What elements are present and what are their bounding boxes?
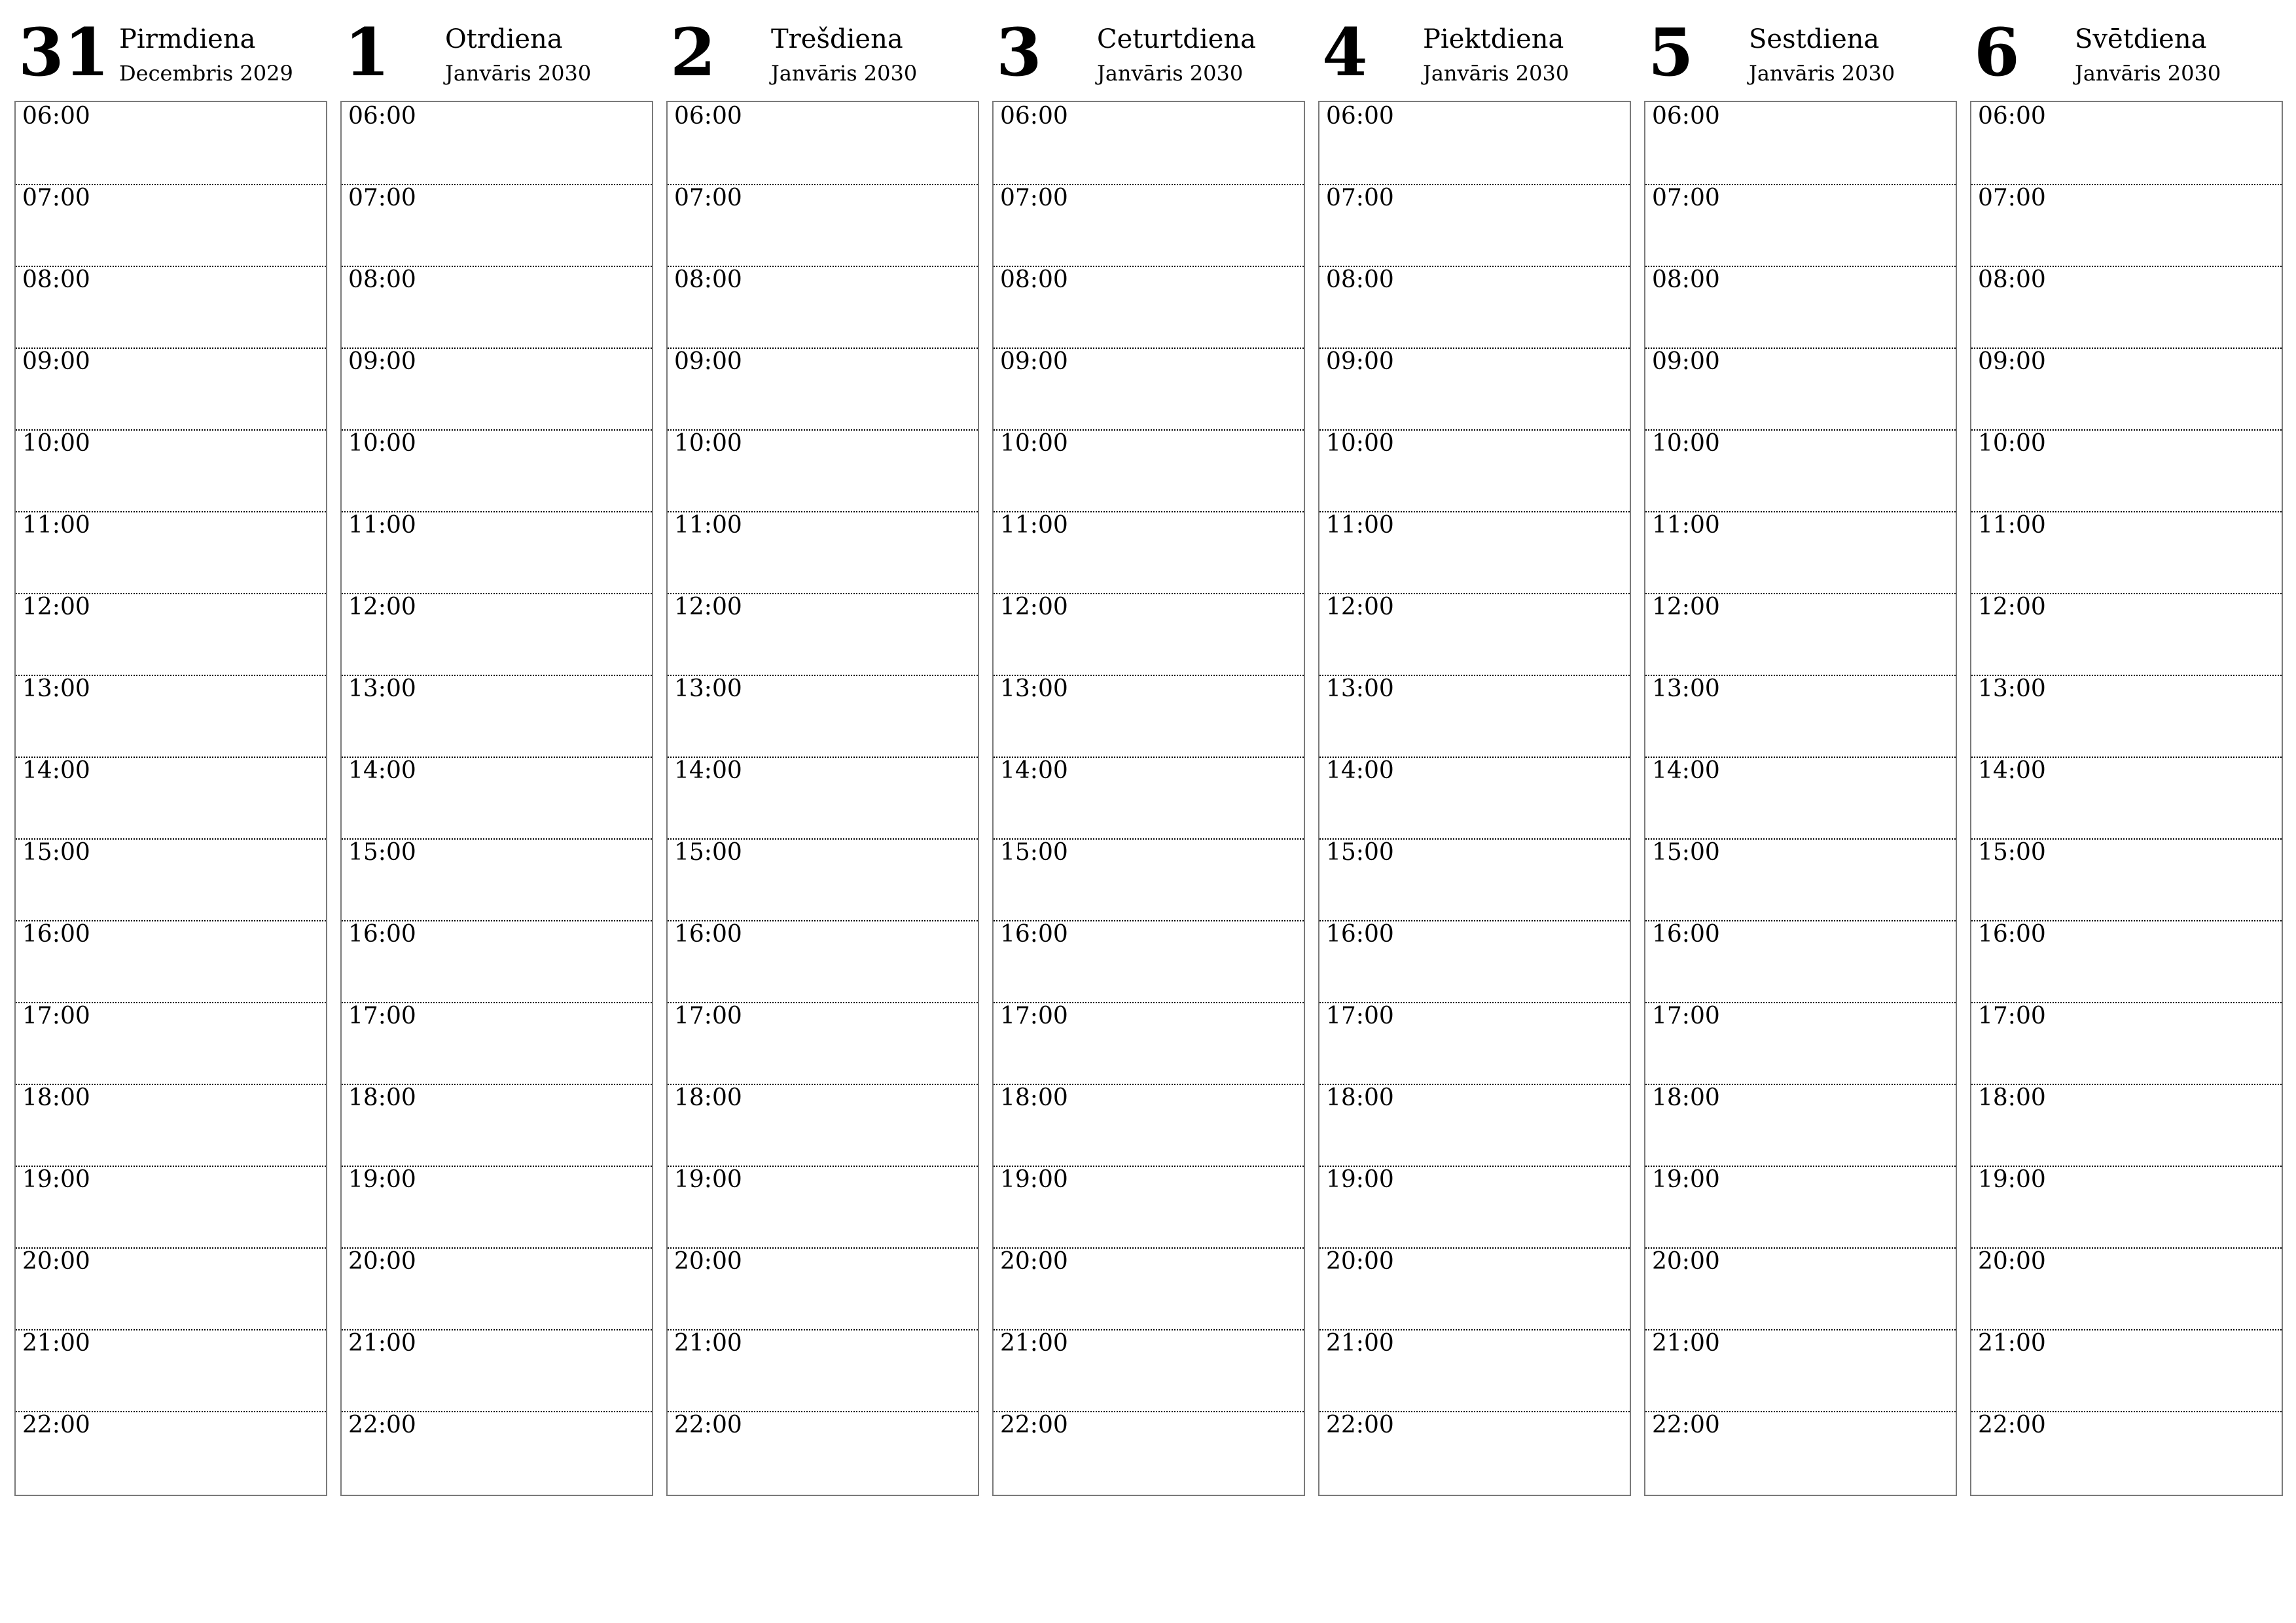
hour-slot[interactable] — [1971, 348, 2282, 431]
hour-label: 12:00 — [1000, 594, 1068, 620]
hour-slot[interactable] — [342, 1411, 652, 1493]
hour-slot[interactable] — [994, 102, 1304, 185]
hour-label: 11:00 — [1978, 512, 2046, 539]
hour-label: 10:00 — [674, 430, 742, 457]
hour-label: 21:00 — [1326, 1330, 1394, 1357]
hour-label: 16:00 — [1000, 921, 1068, 948]
hour-slot[interactable] — [342, 1002, 652, 1085]
hour-label: 15:00 — [1326, 839, 1394, 866]
hour-slot[interactable] — [1319, 184, 1630, 267]
hour-slot[interactable] — [1645, 266, 1956, 349]
hour-slot[interactable] — [994, 593, 1304, 676]
hour-label: 18:00 — [348, 1084, 416, 1111]
hour-slot[interactable] — [1319, 266, 1630, 349]
day-header — [340, 14, 653, 101]
hour-slot[interactable] — [1645, 1166, 1956, 1249]
hour-label: 13:00 — [22, 675, 90, 702]
hour-label: 08:00 — [22, 266, 90, 293]
hour-slot[interactable] — [1319, 429, 1630, 512]
day-number: 2 — [670, 14, 716, 91]
hour-label: 21:00 — [348, 1330, 416, 1357]
hour-label: 18:00 — [1000, 1084, 1068, 1111]
day-column — [1318, 14, 1631, 1499]
hour-label: 17:00 — [1000, 1003, 1068, 1029]
hour-slot[interactable] — [16, 757, 326, 840]
hour-slot[interactable] — [994, 266, 1304, 349]
hour-label: 13:00 — [1978, 675, 2046, 702]
hour-slot[interactable] — [1971, 1329, 2282, 1412]
hour-label: 10:00 — [22, 430, 90, 457]
hour-slot[interactable] — [1319, 1084, 1630, 1167]
hour-label: 10:00 — [1326, 430, 1394, 457]
hour-label: 19:00 — [348, 1166, 416, 1193]
hour-slot[interactable] — [16, 1329, 326, 1412]
hour-label: 14:00 — [1326, 757, 1394, 784]
hour-label: 19:00 — [1000, 1166, 1068, 1193]
hour-label: 07:00 — [22, 185, 90, 211]
hour-slot[interactable] — [994, 675, 1304, 758]
hour-label: 11:00 — [1652, 512, 1720, 539]
hour-slot[interactable] — [1319, 1247, 1630, 1330]
hour-slot[interactable] — [1645, 1329, 1956, 1412]
hour-slot[interactable] — [668, 348, 978, 431]
day-header — [992, 14, 1305, 101]
hour-slot[interactable] — [1645, 1002, 1956, 1085]
hour-slot[interactable] — [342, 511, 652, 594]
hour-label: 15:00 — [674, 839, 742, 866]
day-header — [1318, 14, 1631, 101]
hour-grid — [14, 101, 327, 1496]
day-header — [1970, 14, 2283, 101]
day-column — [992, 14, 1305, 1499]
hour-slot[interactable] — [342, 102, 652, 185]
hour-slot[interactable] — [994, 429, 1304, 512]
hour-slot[interactable] — [16, 1084, 326, 1167]
weekly-planner — [14, 14, 2289, 1499]
hour-slot[interactable] — [1645, 184, 1956, 267]
hour-slot[interactable] — [1971, 1166, 2282, 1249]
hour-slot[interactable] — [668, 511, 978, 594]
hour-label: 08:00 — [1978, 266, 2046, 293]
hour-label: 15:00 — [1652, 839, 1720, 866]
hour-slot[interactable] — [16, 348, 326, 431]
hour-slot[interactable] — [1319, 675, 1630, 758]
hour-slot[interactable] — [994, 348, 1304, 431]
hour-label: 22:00 — [348, 1412, 416, 1438]
hour-slot[interactable] — [1319, 593, 1630, 676]
hour-label: 06:00 — [674, 103, 742, 130]
hour-slot[interactable] — [668, 838, 978, 921]
hour-slot[interactable] — [994, 1084, 1304, 1167]
hour-slot[interactable] — [1971, 1411, 2282, 1493]
hour-slot[interactable] — [16, 675, 326, 758]
hour-slot[interactable] — [668, 675, 978, 758]
hour-label: 14:00 — [1652, 757, 1720, 784]
hour-slot[interactable] — [1645, 1247, 1956, 1330]
hour-slot[interactable] — [668, 266, 978, 349]
hour-slot[interactable] — [1971, 1247, 2282, 1330]
hour-label: 18:00 — [1326, 1084, 1394, 1111]
hour-slot[interactable] — [16, 1166, 326, 1249]
hour-slot[interactable] — [1319, 1411, 1630, 1493]
hour-label: 10:00 — [1652, 430, 1720, 457]
hour-label: 06:00 — [348, 103, 416, 130]
hour-slot[interactable] — [994, 1329, 1304, 1412]
hour-slot[interactable] — [342, 920, 652, 1003]
hour-label: 11:00 — [674, 512, 742, 539]
hour-label: 09:00 — [348, 348, 416, 375]
hour-label: 20:00 — [674, 1248, 742, 1275]
hour-label: 16:00 — [674, 921, 742, 948]
hour-label: 22:00 — [22, 1412, 90, 1438]
day-name: Ceturtdiena — [1097, 24, 1256, 54]
hour-slot[interactable] — [668, 1411, 978, 1493]
day-header — [666, 14, 979, 101]
hour-slot[interactable] — [994, 184, 1304, 267]
hour-label: 09:00 — [1978, 348, 2046, 375]
hour-slot[interactable] — [342, 1166, 652, 1249]
hour-label: 14:00 — [674, 757, 742, 784]
hour-label: 17:00 — [1326, 1003, 1394, 1029]
hour-label: 09:00 — [1326, 348, 1394, 375]
hour-slot[interactable] — [16, 1411, 326, 1493]
hour-label: 20:00 — [1978, 1248, 2046, 1275]
hour-label: 18:00 — [1978, 1084, 2046, 1111]
hour-slot[interactable] — [342, 675, 652, 758]
hour-slot[interactable] — [668, 1002, 978, 1085]
hour-slot[interactable] — [1971, 838, 2282, 921]
hour-slot[interactable] — [16, 1002, 326, 1085]
hour-slot[interactable] — [994, 838, 1304, 921]
hour-label: 19:00 — [1652, 1166, 1720, 1193]
hour-label: 07:00 — [674, 185, 742, 211]
day-month-year: Janvāris 2030 — [1423, 61, 1570, 86]
hour-label: 21:00 — [1652, 1330, 1720, 1357]
hour-label: 10:00 — [1978, 430, 2046, 457]
hour-label: 19:00 — [674, 1166, 742, 1193]
hour-label: 07:00 — [1326, 185, 1394, 211]
hour-label: 09:00 — [1000, 348, 1068, 375]
day-number: 4 — [1322, 14, 1368, 91]
hour-label: 07:00 — [1978, 185, 2046, 211]
day-number: 1 — [344, 14, 390, 91]
hour-label: 12:00 — [348, 594, 416, 620]
hour-slot[interactable] — [1971, 511, 2282, 594]
hour-label: 22:00 — [1978, 1412, 2046, 1438]
hour-slot[interactable] — [342, 593, 652, 676]
hour-grid — [340, 101, 653, 1496]
day-column — [340, 14, 653, 1499]
hour-label: 14:00 — [22, 757, 90, 784]
day-name: Piektdiena — [1423, 24, 1564, 54]
hour-label: 20:00 — [1652, 1248, 1720, 1275]
day-month-year: Janvāris 2030 — [2075, 61, 2221, 86]
hour-slot[interactable] — [342, 429, 652, 512]
hour-label: 11:00 — [1000, 512, 1068, 539]
hour-slot[interactable] — [1319, 1329, 1630, 1412]
day-month-year: Decembris 2029 — [119, 61, 293, 86]
hour-label: 19:00 — [1326, 1166, 1394, 1193]
hour-label: 08:00 — [1326, 266, 1394, 293]
hour-label: 13:00 — [1326, 675, 1394, 702]
hour-grid — [1970, 101, 2283, 1496]
hour-grid — [1644, 101, 1957, 1496]
hour-label: 09:00 — [674, 348, 742, 375]
hour-slot[interactable] — [1645, 675, 1956, 758]
hour-label: 12:00 — [22, 594, 90, 620]
hour-label: 08:00 — [1652, 266, 1720, 293]
hour-slot[interactable] — [16, 511, 326, 594]
hour-slot[interactable] — [1971, 1084, 2282, 1167]
hour-slot[interactable] — [1645, 757, 1956, 840]
hour-label: 16:00 — [1326, 921, 1394, 948]
hour-label: 09:00 — [22, 348, 90, 375]
hour-slot[interactable] — [16, 184, 326, 267]
hour-slot[interactable] — [1645, 1084, 1956, 1167]
hour-slot[interactable] — [16, 266, 326, 349]
hour-slot[interactable] — [1319, 1166, 1630, 1249]
day-header — [14, 14, 327, 101]
hour-slot[interactable] — [1319, 1002, 1630, 1085]
hour-label: 17:00 — [348, 1003, 416, 1029]
hour-label: 22:00 — [1326, 1412, 1394, 1438]
hour-slot[interactable] — [1971, 102, 2282, 185]
hour-label: 17:00 — [1652, 1003, 1720, 1029]
hour-slot[interactable] — [1319, 348, 1630, 431]
hour-slot[interactable] — [668, 1084, 978, 1167]
hour-slot[interactable] — [16, 838, 326, 921]
hour-slot[interactable] — [994, 1247, 1304, 1330]
hour-slot[interactable] — [1319, 102, 1630, 185]
day-header — [1644, 14, 1957, 101]
hour-slot[interactable] — [668, 757, 978, 840]
hour-slot[interactable] — [1971, 266, 2282, 349]
day-name: Svētdiena — [2075, 24, 2207, 54]
hour-slot[interactable] — [1645, 1411, 1956, 1493]
hour-slot[interactable] — [1971, 429, 2282, 512]
hour-slot[interactable] — [1319, 920, 1630, 1003]
hour-label: 16:00 — [1978, 921, 2046, 948]
hour-slot[interactable] — [668, 1247, 978, 1330]
hour-slot[interactable] — [1319, 511, 1630, 594]
hour-slot[interactable] — [1645, 102, 1956, 185]
hour-slot[interactable] — [1971, 757, 2282, 840]
hour-label: 12:00 — [1326, 594, 1394, 620]
hour-label: 13:00 — [348, 675, 416, 702]
day-column — [1970, 14, 2283, 1499]
hour-label: 10:00 — [1000, 430, 1068, 457]
hour-label: 06:00 — [22, 103, 90, 130]
hour-slot[interactable] — [1645, 348, 1956, 431]
hour-label: 13:00 — [674, 675, 742, 702]
hour-slot[interactable] — [342, 348, 652, 431]
hour-label: 22:00 — [674, 1412, 742, 1438]
hour-label: 21:00 — [22, 1330, 90, 1357]
hour-slot[interactable] — [994, 1166, 1304, 1249]
hour-label: 06:00 — [1000, 103, 1068, 130]
hour-label: 18:00 — [674, 1084, 742, 1111]
hour-label: 20:00 — [348, 1248, 416, 1275]
hour-slot[interactable] — [1971, 920, 2282, 1003]
hour-label: 06:00 — [1978, 103, 2046, 130]
hour-label: 20:00 — [1000, 1248, 1068, 1275]
hour-slot[interactable] — [342, 1329, 652, 1412]
hour-label: 08:00 — [674, 266, 742, 293]
hour-label: 18:00 — [22, 1084, 90, 1111]
hour-slot[interactable] — [342, 838, 652, 921]
hour-label: 21:00 — [1978, 1330, 2046, 1357]
hour-slot[interactable] — [1645, 511, 1956, 594]
hour-slot[interactable] — [1971, 675, 2282, 758]
hour-label: 07:00 — [348, 185, 416, 211]
hour-label: 20:00 — [1326, 1248, 1394, 1275]
day-number: 31 — [18, 14, 110, 91]
hour-grid — [666, 101, 979, 1496]
hour-label: 14:00 — [1978, 757, 2046, 784]
day-month-year: Janvāris 2030 — [771, 61, 918, 86]
hour-slot[interactable] — [16, 1247, 326, 1330]
hour-slot[interactable] — [16, 920, 326, 1003]
hour-slot[interactable] — [1971, 1002, 2282, 1085]
hour-slot[interactable] — [342, 266, 652, 349]
hour-label: 22:00 — [1652, 1412, 1720, 1438]
hour-label: 16:00 — [1652, 921, 1720, 948]
hour-label: 11:00 — [22, 512, 90, 539]
hour-label: 22:00 — [1000, 1412, 1068, 1438]
hour-label: 18:00 — [1652, 1084, 1720, 1111]
day-column — [666, 14, 979, 1499]
hour-slot[interactable] — [668, 1329, 978, 1412]
hour-grid — [992, 101, 1305, 1496]
hour-label: 17:00 — [1978, 1003, 2046, 1029]
hour-label: 16:00 — [22, 921, 90, 948]
hour-label: 12:00 — [1978, 594, 2046, 620]
day-month-year: Janvāris 2030 — [445, 61, 592, 86]
hour-slot[interactable] — [1645, 429, 1956, 512]
hour-label: 07:00 — [1652, 185, 1720, 211]
hour-slot[interactable] — [342, 1084, 652, 1167]
hour-label: 12:00 — [1652, 594, 1720, 620]
hour-slot[interactable] — [668, 429, 978, 512]
hour-slot[interactable] — [994, 1002, 1304, 1085]
hour-label: 15:00 — [22, 839, 90, 866]
hour-label: 14:00 — [348, 757, 416, 784]
hour-slot[interactable] — [1645, 838, 1956, 921]
hour-label: 17:00 — [22, 1003, 90, 1029]
hour-slot[interactable] — [1645, 593, 1956, 676]
hour-slot[interactable] — [668, 920, 978, 1003]
hour-label: 13:00 — [1652, 675, 1720, 702]
hour-label: 16:00 — [348, 921, 416, 948]
hour-label: 17:00 — [674, 1003, 742, 1029]
hour-slot[interactable] — [668, 102, 978, 185]
hour-label: 07:00 — [1000, 185, 1068, 211]
hour-label: 19:00 — [22, 1166, 90, 1193]
hour-label: 20:00 — [22, 1248, 90, 1275]
hour-slot[interactable] — [994, 920, 1304, 1003]
day-name: Sestdiena — [1749, 24, 1880, 54]
hour-label: 21:00 — [674, 1330, 742, 1357]
hour-slot[interactable] — [16, 429, 326, 512]
hour-slot[interactable] — [1319, 838, 1630, 921]
hour-slot[interactable] — [342, 1247, 652, 1330]
day-number: 3 — [996, 14, 1042, 91]
day-month-year: Janvāris 2030 — [1097, 61, 1244, 86]
hour-slot[interactable] — [994, 1411, 1304, 1493]
hour-slot[interactable] — [16, 102, 326, 185]
hour-slot[interactable] — [342, 757, 652, 840]
hour-label: 21:00 — [1000, 1330, 1068, 1357]
hour-slot[interactable] — [1971, 184, 2282, 267]
hour-label: 06:00 — [1652, 103, 1720, 130]
day-column — [1644, 14, 1957, 1499]
day-number: 5 — [1648, 14, 1694, 91]
hour-label: 11:00 — [348, 512, 416, 539]
hour-label: 15:00 — [1978, 839, 2046, 866]
day-name: Otrdiena — [445, 24, 563, 54]
hour-label: 06:00 — [1326, 103, 1394, 130]
hour-label: 10:00 — [348, 430, 416, 457]
hour-slot[interactable] — [1971, 593, 2282, 676]
day-name: Trešdiena — [771, 24, 903, 54]
hour-grid — [1318, 101, 1631, 1496]
day-number: 6 — [1974, 14, 2020, 91]
hour-label: 15:00 — [348, 839, 416, 866]
day-column — [14, 14, 327, 1499]
hour-label: 08:00 — [1000, 266, 1068, 293]
hour-label: 15:00 — [1000, 839, 1068, 866]
day-month-year: Janvāris 2030 — [1749, 61, 1895, 86]
day-name: Pirmdiena — [119, 24, 256, 54]
hour-label: 08:00 — [348, 266, 416, 293]
hour-slot[interactable] — [1645, 920, 1956, 1003]
hour-label: 19:00 — [1978, 1166, 2046, 1193]
hour-label: 13:00 — [1000, 675, 1068, 702]
hour-slot[interactable] — [668, 593, 978, 676]
hour-slot[interactable] — [1319, 757, 1630, 840]
hour-slot[interactable] — [668, 184, 978, 267]
hour-slot[interactable] — [16, 593, 326, 676]
hour-slot[interactable] — [342, 184, 652, 267]
hour-label: 14:00 — [1000, 757, 1068, 784]
hour-label: 09:00 — [1652, 348, 1720, 375]
hour-label: 12:00 — [674, 594, 742, 620]
hour-slot[interactable] — [994, 511, 1304, 594]
hour-label: 11:00 — [1326, 512, 1394, 539]
hour-slot[interactable] — [994, 757, 1304, 840]
hour-slot[interactable] — [668, 1166, 978, 1249]
